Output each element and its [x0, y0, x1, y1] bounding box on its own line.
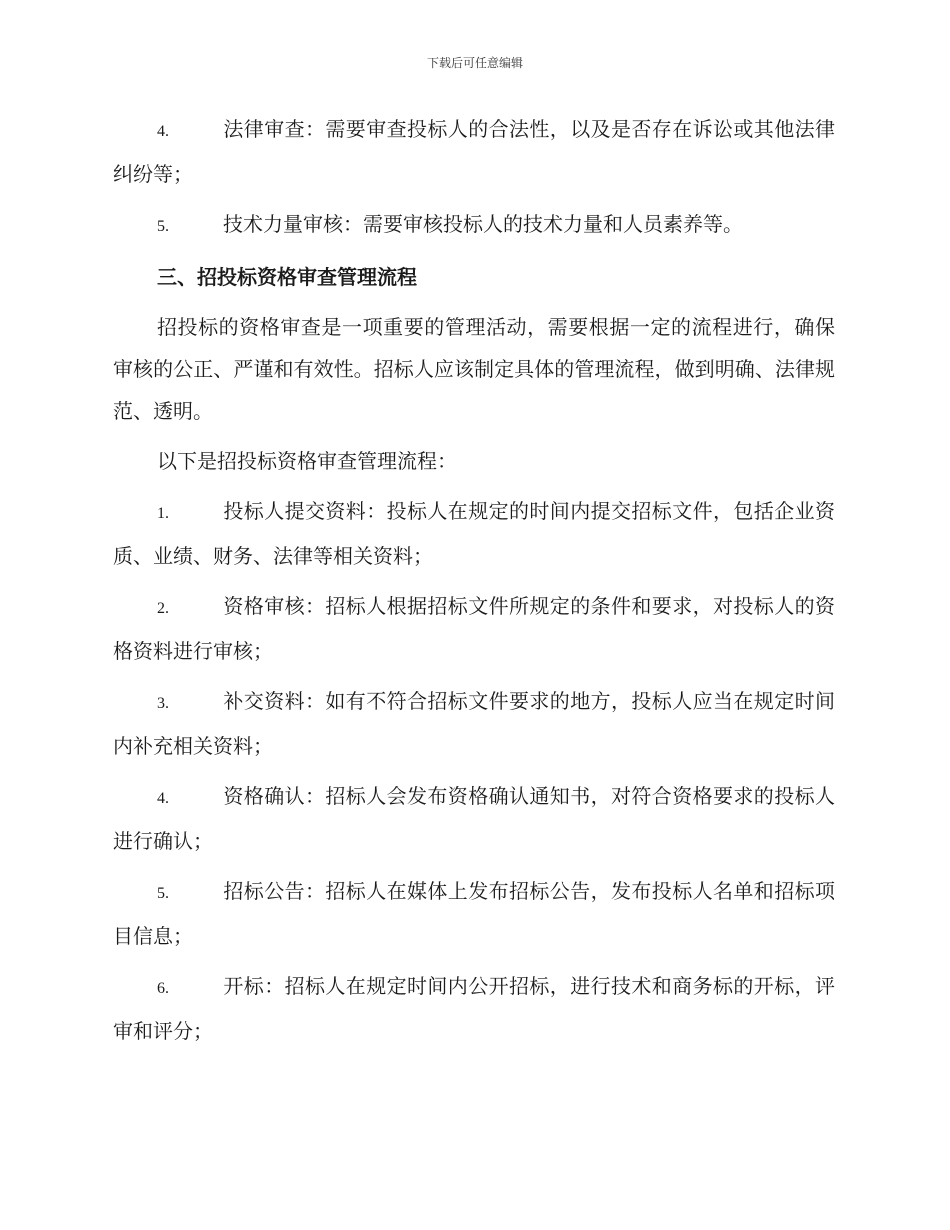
list-item: [113, 680, 835, 767]
document-body: [113, 108, 835, 1060]
list-item-text: 法律审查：需要审查投标人的合法性，以及是否存在诉讼或其他法律纠纷等；: [113, 117, 835, 186]
list-item: [113, 203, 835, 248]
paragraph: 招投标的资格审查是一项重要的管理活动，需要根据一定的流程进行，确保审核的公正、严谨和有效性。招标人应该制定具体的管理流程，做到明确、法律规范、透明。: [113, 315, 835, 423]
list-item-number: 2.: [157, 600, 169, 617]
list-item-text: 资格审核：招标人根据招标文件所规定的条件和要求，对投标人的资格资料进行审核；: [113, 594, 835, 663]
list-item: [113, 775, 835, 862]
list-item-number: 5.: [157, 218, 169, 235]
list-item: [113, 965, 835, 1052]
list-item-text: 资格确认：招标人会发布资格确认通知书，对符合资格要求的投标人进行确认；: [113, 784, 835, 853]
list-item-text: 招标公告：招标人在媒体上发布招标公告，发布投标人名单和招标项目信息；: [113, 879, 835, 948]
list-item-number: 6.: [157, 980, 169, 997]
page-header: 下载后可任意编辑: [426, 56, 523, 70]
list-item-number: 3.: [157, 695, 169, 712]
paragraph: 以下是招投标资格审查管理流程：: [157, 449, 457, 473]
list-item-number: 4.: [157, 790, 169, 807]
list-item-text: 技术力量审核：需要审核投标人的技术力量和人员素养等。: [223, 212, 743, 236]
list-item: [113, 108, 835, 195]
section-heading: 三、招投标资格审查管理流程: [157, 265, 417, 289]
list-item-text: 补交资料：如有不符合招标文件要求的地方，投标人应当在规定时间内补充相关资料；: [113, 689, 835, 758]
list-item-text: 开标：招标人在规定时间内公开招标，进行技术和商务标的开标，评审和评分；: [113, 974, 835, 1043]
list-item-number: 4.: [157, 123, 169, 140]
list-item-number: 5.: [157, 885, 169, 902]
list-item-number: 1.: [157, 505, 169, 522]
list-item: [113, 870, 835, 957]
list-item: [113, 490, 835, 577]
list-item: [113, 585, 835, 672]
list-item-text: 投标人提交资料：投标人在规定的时间内提交招标文件，包括企业资质、业绩、财务、法律等相关资料；: [113, 499, 835, 568]
